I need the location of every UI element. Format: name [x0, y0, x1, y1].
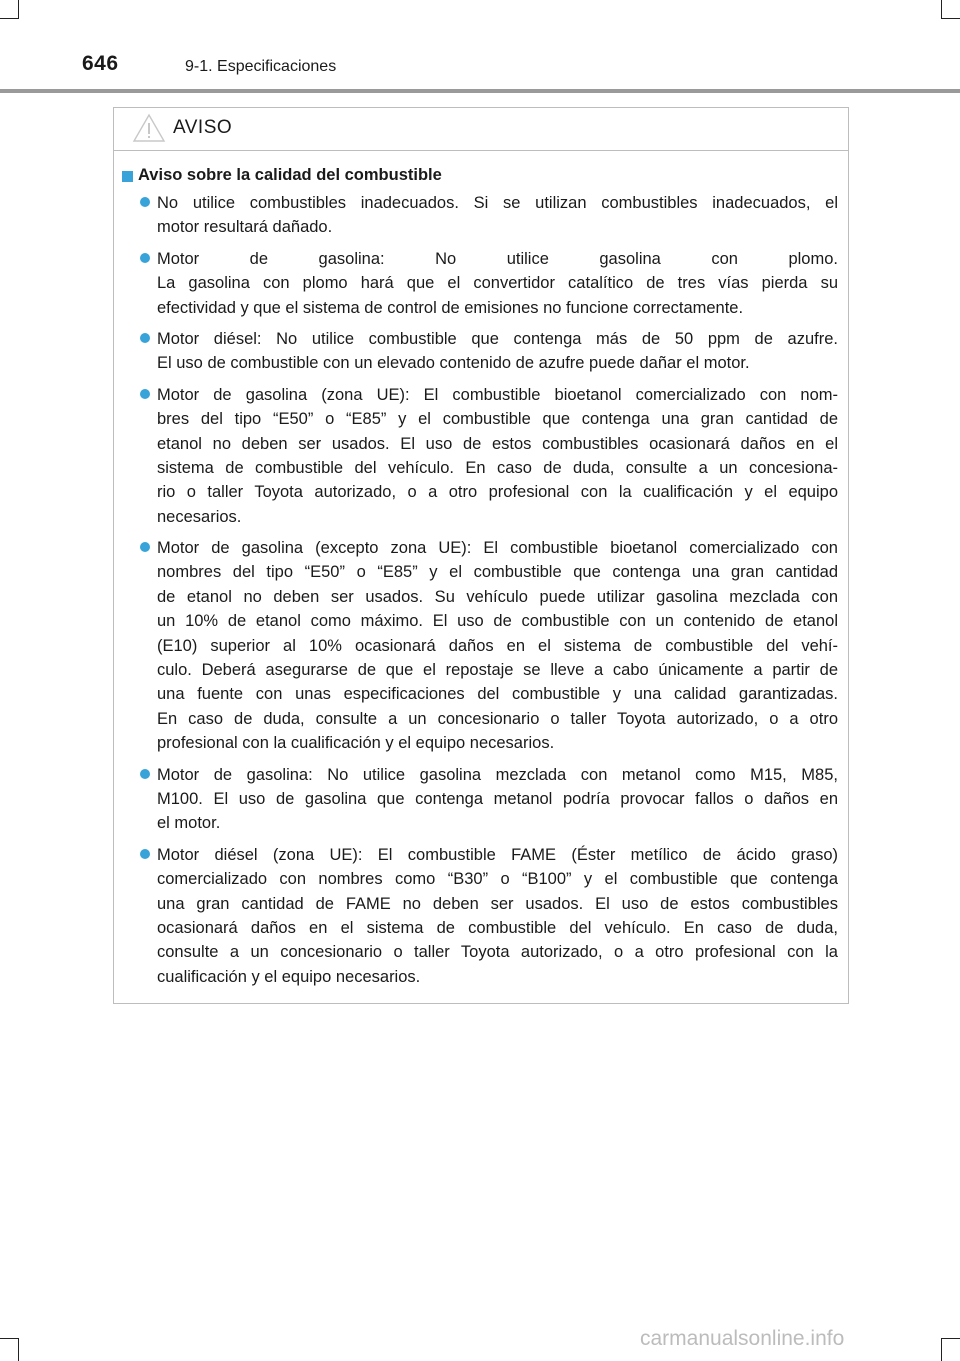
crop-mark-bottom-left-v: [18, 1338, 19, 1361]
header-rule: [0, 89, 960, 93]
list-item-line: una gran cantidad de FAME no deben ser usados. El uso de estos combustibles: [157, 894, 838, 913]
list-item-line: sistema de combustible del vehículo. En caso de duda, consulte a un concesiona-: [157, 458, 838, 477]
list-item-line: M100. El uso de gasolina que contenga metanol podría provocar fallos o daños en: [157, 789, 838, 808]
list-item-line: de etanol no deben ser usados. Su vehículo puede utilizar gasolina mezclada con: [157, 587, 838, 606]
list-item-line: En caso de duda, consulte a un concesionario o taller Toyota autorizado, o a otro: [157, 709, 838, 728]
list-item: [114, 247, 848, 320]
warning-list: [114, 191, 848, 989]
list-item: [114, 536, 848, 756]
warning-label: AVISO: [173, 117, 233, 138]
crop-mark-bottom-left-h: [0, 1338, 19, 1339]
blue-circle-bullet-icon: [140, 542, 150, 552]
list-item: [114, 763, 848, 836]
list-item-line: profesional con la cualificación y el equipo necesarios.: [157, 734, 555, 753]
list-item-line: Motor de gasolina: No utilice gasolina con plomo.: [157, 249, 838, 268]
list-item-line: cualificación y el equipo necesarios.: [157, 967, 421, 986]
list-item: [114, 327, 848, 376]
blue-square-icon: [122, 171, 133, 182]
list-item-line: (E10) superior al 10% ocasionará daños en el sistema de combustible del vehí-: [157, 636, 838, 655]
blue-circle-bullet-icon: [140, 849, 150, 859]
list-item-line: ocasionará daños en el sistema de combustible del vehículo. En caso de duda,: [157, 918, 838, 937]
blue-circle-bullet-icon: [140, 333, 150, 343]
list-item-line: Motor de gasolina: No utilice gasolina mezclada con metanol como M15, M85,: [157, 765, 838, 784]
blue-circle-bullet-icon: [140, 389, 150, 399]
list-item-line: Motor diésel: No utilice combustible que contenga más de 50 ppm de azufre.: [157, 329, 838, 348]
list-item-line: culo. Deberá asegurarse de que el repostaje se lleve a cabo únicamente a partir de: [157, 661, 838, 680]
list-item-line: nombres del tipo “E50” o “E85” y el combustible que contenga una gran cantidad: [157, 563, 838, 582]
crop-mark-bottom-right-h: [941, 1338, 960, 1339]
list-item-line: bres del tipo “E50” o “E85” y el combustible que contenga una gran cantidad de: [157, 410, 838, 429]
list-item-line: Motor de gasolina (excepto zona UE): El combustible bioetanol comercializado con: [157, 539, 838, 558]
blue-circle-bullet-icon: [140, 197, 150, 207]
list-item-line: una fuente con unas especificaciones del combustible y una calidad garantizadas.: [157, 685, 838, 704]
list-item-line: No utilice combustibles inadecuados. Si se utilizan combustibles inadecuados, el: [157, 194, 838, 212]
page-number: 646: [82, 52, 119, 75]
warning-box: [113, 107, 849, 1004]
warning-triangle-icon: [132, 113, 166, 143]
subheading-text: Aviso sobre la calidad del combustible: [138, 166, 442, 184]
list-item: [114, 383, 848, 529]
section-title: 9-1. Especificaciones: [185, 58, 337, 75]
crop-mark-top-left-h: [0, 18, 19, 19]
list-item-line: comercializado con nombres como “B30” o “B100” y el combustible que contenga: [157, 870, 838, 889]
blue-circle-bullet-icon: [140, 253, 150, 263]
list-item-line: rio o taller Toyota autorizado, o a otro profesional con la cualificación y el equipo: [157, 483, 838, 502]
list-item: [114, 843, 848, 989]
list-item: [114, 191, 848, 240]
crop-mark-top-left-v: [18, 0, 19, 19]
list-item-line: motor resultará dañado.: [157, 218, 333, 237]
crop-mark-bottom-right-v: [941, 1338, 942, 1361]
list-item-line: Motor diésel (zona UE): El combustible FAME (Éster metílico de ácido graso): [157, 845, 838, 864]
list-item-line: La gasolina con plomo hará que el convertidor catalítico de tres vías pierda su: [157, 274, 838, 293]
list-item-line: Motor de gasolina (zona UE): El combustible bioetanol comercializado con nom-: [157, 385, 838, 404]
list-item-line: un 10% de etanol como máximo. El uso de combustible con un contenido de etanol: [157, 612, 838, 631]
warning-header: [114, 108, 848, 151]
list-item-line: el motor.: [157, 814, 221, 833]
subheading: [114, 165, 848, 189]
warning-content: [114, 165, 848, 996]
blue-circle-bullet-icon: [140, 769, 150, 779]
list-item-line: etanol no deben ser usados. El uso de estos combustibles ocasionará daños en el: [157, 434, 838, 453]
crop-mark-top-right-v: [941, 0, 942, 19]
list-item-line: efectividad y que el sistema de control de emisiones no funcione correctamente.: [157, 298, 744, 317]
list-item-line: El uso de combustible con un elevado contenido de azufre puede dañar el motor.: [157, 354, 750, 373]
list-item-line: necesarios.: [157, 507, 242, 526]
list-item-line: consulte a un concesionario o taller Toyota autorizado, o a otro profesional con la: [157, 943, 838, 962]
watermark: carmanualsonline.info: [640, 1327, 845, 1350]
crop-mark-top-right-h: [941, 18, 960, 19]
